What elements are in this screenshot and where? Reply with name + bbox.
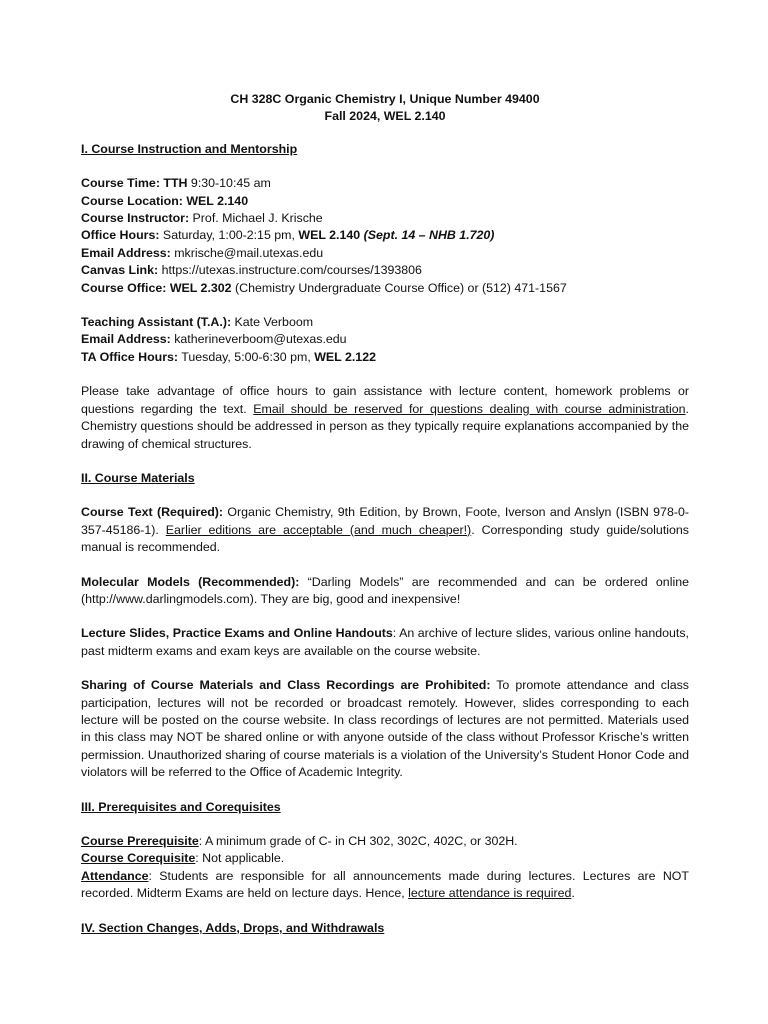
molecular-models-paragraph: Molecular Models (Recommended): “Darling Models” are recommended and can be ordered online (http://www.darlingmodels.com). They are big, good and inexpensive!: [81, 574, 689, 606]
corequisite-line: Course Corequisite: Not applicable.: [81, 851, 285, 866]
ta-name-line: Teaching Assistant (T.A.): Kate Verboom: [81, 315, 314, 330]
instructor-email[interactable]: mkrische@mail.utexas.edu: [170, 245, 324, 260]
ta-hours-line: TA Office Hours: Tuesday, 5:00-6:30 pm, WEL 2.122: [81, 349, 376, 364]
section-4-heading: IV. Section Changes, Adds, Drops, and Withdrawals: [81, 920, 385, 935]
section-1-heading: I. Course Instruction and Mentorship: [81, 141, 298, 156]
canvas-link[interactable]: https://utexas.instructure.com/courses/1393806: [158, 263, 422, 278]
section-3-heading: III. Prerequisites and Corequisites: [81, 799, 281, 814]
document-title: [81, 91, 689, 126]
section-2-heading: II. Course Materials: [81, 470, 195, 485]
prerequisites-block: [81, 833, 689, 903]
course-instructor-line: Course Instructor: Prof. Michael J. Krische: [81, 211, 323, 226]
title-line-2: Fall 2024, WEL 2.140: [324, 109, 446, 124]
lecture-slides-paragraph: Lecture Slides, Practice Exams and Online Handouts: An archive of lecture slides, various online handouts, past midterm exams and exam keys are available on the course website.: [81, 626, 690, 658]
course-location-line: Course Location: WEL 2.140: [81, 193, 249, 208]
prerequisite-line: Course Prerequisite: A minimum grade of C- in CH 302, 302C, 402C, or 302H.: [81, 834, 518, 848]
sharing-policy-paragraph: Sharing of Course Materials and Class Recordings are Prohibited: To promote attendance and class participation, lectures will not be recorded or broadcast remotely. However, slides corresponding to each lecture will be posted on the course website. In class recordings of lectures are not permitted. Materials used in this class may NOT be shared online or with anyone outside of the class without Professor Krische’s written permission. Unauthorized sharing of course materials is a violation of the University’s Student Honor Code and violators will be referred to the Office of Academic Integrity.: [81, 678, 689, 780]
ta-info-block: [81, 314, 689, 366]
course-text-paragraph: Course Text (Required): Organic Chemistry, 9th Edition, by Brown, Foote, Iverson and Anslyn (ISBN 978-0-357-45186-1). Earlier editions are acceptable (and much cheaper!). Corresponding study guide/solutions manual is recommended.: [81, 505, 689, 555]
office-hours-paragraph: Please take advantage of office hours to gain assistance with lecture content, homework problems or questions regarding the text. Email should be reserved for questions dealing with course administration. Chemistry questions should be addressed in person as they typically require explanations accompanied by the drawing of chemical structures.: [81, 384, 689, 451]
email-line: Email Address: mkrische@mail.utexas.edu: [81, 245, 324, 260]
syllabus-page: [81, 83, 689, 954]
course-time-line: Course Time: TTH 9:30-10:45 am: [81, 176, 271, 191]
canvas-line: Canvas Link: https://utexas.instructure.com/courses/1393806: [81, 263, 422, 278]
title-line-1: CH 328C Organic Chemistry I, Unique Number 49400: [230, 92, 540, 106]
office-hours-line: Office Hours: Saturday, 1:00-2:15 pm, WEL 2.140 (Sept. 14 – NHB 1.720): [81, 228, 495, 243]
course-info-block: [81, 175, 689, 297]
ta-email[interactable]: katherineverboom@utexas.edu: [170, 332, 347, 347]
ta-email-line: Email Address: katherineverboom@utexas.edu: [81, 332, 347, 347]
course-office-line: Course Office: WEL 2.302 (Chemistry Undergraduate Course Office) or (512) 471-1567: [81, 280, 567, 295]
attendance-line: Attendance: Students are responsible for all announcements made during lectures. Lectures are NOT recorded. Midterm Exams are held on lecture days. Hence, lecture attendance is required.: [81, 868, 689, 901]
